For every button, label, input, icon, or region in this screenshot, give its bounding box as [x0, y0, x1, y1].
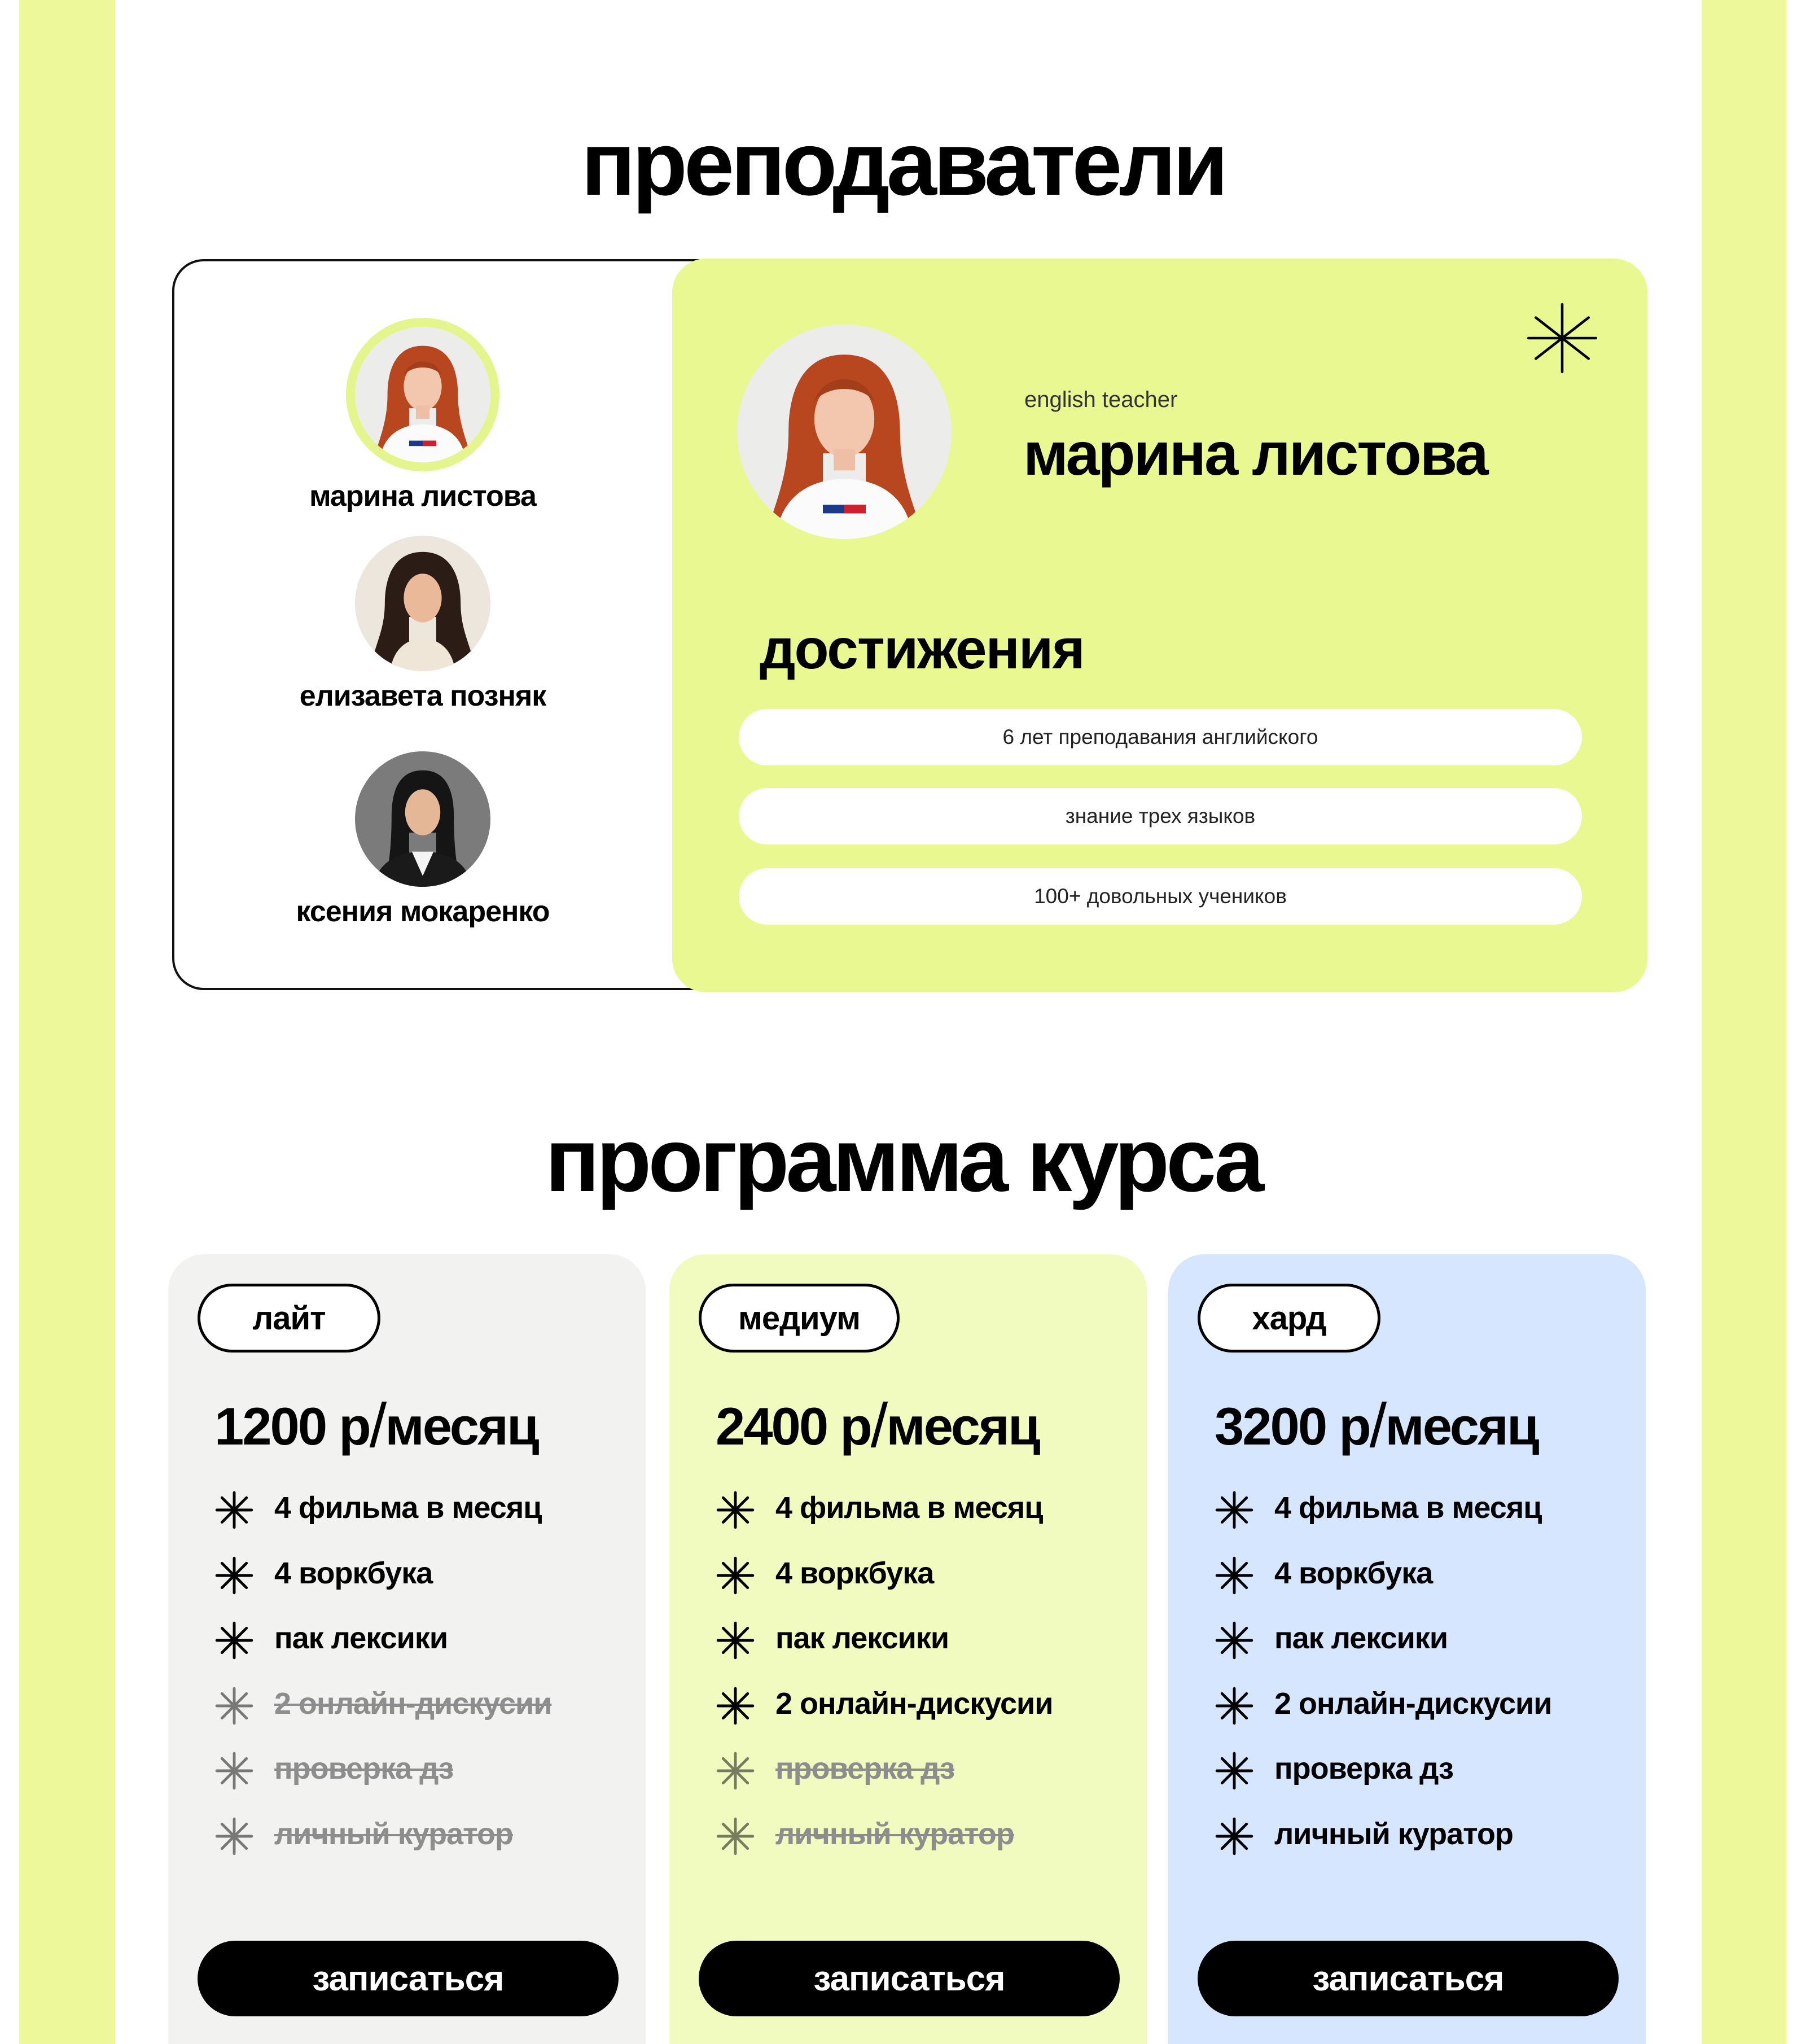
feature-item [1215, 1492, 1632, 1558]
plan-card-lite [168, 1254, 646, 2044]
asterisk-icon [214, 1621, 254, 1660]
asterisk-icon [1215, 1686, 1254, 1726]
price-separator: / [369, 1391, 385, 1460]
teacher-avatar [355, 751, 490, 887]
teacher-detail-card [672, 259, 1647, 992]
feature-text: 4 воркбука [1274, 1556, 1433, 1590]
teacher-name: елизавета позняк [299, 680, 546, 712]
plan-card-hard [1168, 1254, 1646, 2044]
asterisk-icon [1215, 1621, 1254, 1660]
feature-text: 2 онлайн-дискусии [775, 1686, 1053, 1721]
asterisk-icon [1526, 301, 1599, 375]
feature-item-excluded [716, 1819, 1133, 1884]
feature-item [1215, 1558, 1632, 1623]
feature-item [716, 1558, 1133, 1623]
teacher-detail-name: марина листова [1023, 419, 1487, 488]
feature-text: 4 воркбука [274, 1556, 433, 1590]
asterisk-icon [716, 1556, 755, 1595]
feature-item [1215, 1819, 1632, 1884]
price-amount: 3200 р [1215, 1397, 1370, 1456]
feature-text: пак лексики [1274, 1621, 1448, 1655]
teacher-name: ксения мокаренко [296, 895, 550, 928]
asterisk-icon [1215, 1556, 1254, 1595]
teacher-role: english teacher [1024, 387, 1178, 412]
asterisk-icon [716, 1751, 755, 1791]
feature-item-excluded [214, 1819, 632, 1884]
feature-text: 4 фильма в месяц [1274, 1491, 1542, 1525]
feature-item [1215, 1753, 1632, 1819]
enroll-button[interactable]: записаться [699, 1941, 1120, 2016]
asterisk-icon [716, 1817, 755, 1856]
asterisk-icon [214, 1686, 254, 1726]
plan-price [214, 1391, 538, 1460]
plan-badge: хард [1198, 1284, 1380, 1353]
feature-text: 4 воркбука [775, 1556, 934, 1590]
feature-item [214, 1558, 632, 1623]
feature-item [214, 1623, 632, 1688]
achievement-pill: знание трех языков [739, 788, 1582, 844]
asterisk-icon [214, 1556, 254, 1595]
feature-item [716, 1492, 1133, 1558]
feature-item [214, 1492, 632, 1558]
feature-list [1215, 1492, 1632, 1884]
plan-badge: лайт [198, 1284, 380, 1353]
asterisk-icon [214, 1817, 254, 1856]
feature-item [716, 1623, 1133, 1688]
teacher-list-item[interactable] [174, 751, 671, 929]
feature-item-excluded [214, 1688, 632, 1754]
teacher-list-card [172, 259, 737, 990]
teacher-list-item[interactable] [174, 536, 671, 713]
asterisk-icon [716, 1686, 755, 1726]
feature-text: проверка дз [775, 1752, 954, 1785]
feature-list [716, 1492, 1133, 1884]
price-separator: / [1369, 1391, 1386, 1460]
feature-text: личный куратор [1274, 1817, 1513, 1851]
asterisk-icon [214, 1490, 254, 1530]
feature-item-excluded [214, 1753, 632, 1819]
feature-item-excluded [716, 1753, 1133, 1819]
enroll-button[interactable]: записаться [1198, 1941, 1619, 2016]
price-separator: / [870, 1391, 887, 1460]
teachers-section-title: преподаватели [581, 113, 1225, 214]
feature-text: 4 фильма в месяц [775, 1491, 1043, 1525]
price-period: месяц [385, 1397, 538, 1456]
feature-text: личный куратор [775, 1817, 1014, 1851]
achievement-pill: 6 лет преподавания английского [739, 709, 1582, 765]
plan-badge: медиум [699, 1284, 900, 1353]
achievements-title: достижения [760, 618, 1084, 681]
asterisk-icon [716, 1490, 755, 1530]
asterisk-icon [1215, 1751, 1254, 1791]
asterisk-icon [1215, 1817, 1254, 1856]
left-accent-stripe [19, 0, 115, 2044]
plan-price [716, 1391, 1039, 1460]
feature-text: 2 онлайн-дискусии [1274, 1686, 1552, 1721]
asterisk-icon [1215, 1490, 1254, 1530]
right-accent-stripe [1702, 0, 1786, 2044]
teacher-list-item[interactable] [174, 318, 671, 513]
feature-list [214, 1492, 632, 1884]
feature-text: пак лексики [274, 1621, 448, 1655]
plan-price [1215, 1391, 1538, 1460]
enroll-button[interactable]: записаться [198, 1941, 619, 2016]
feature-text: пак лексики [775, 1621, 949, 1655]
asterisk-icon [716, 1621, 755, 1660]
teacher-avatar [355, 536, 490, 671]
feature-text: 4 фильма в месяц [274, 1491, 542, 1525]
feature-item [1215, 1688, 1632, 1754]
achievement-pill: 100+ довольных учеников [739, 868, 1582, 925]
price-amount: 2400 р [716, 1397, 871, 1456]
price-amount: 1200 р [214, 1397, 370, 1456]
feature-text: проверка дз [274, 1752, 453, 1785]
price-period: месяц [886, 1397, 1039, 1456]
asterisk-icon [214, 1751, 254, 1791]
feature-text: личный куратор [274, 1817, 513, 1851]
plan-card-medium [669, 1254, 1147, 2044]
teacher-avatar [346, 318, 499, 471]
feature-text: проверка дз [1274, 1752, 1453, 1785]
feature-item [1215, 1623, 1632, 1688]
feature-item [716, 1688, 1133, 1754]
teacher-name: марина листова [309, 480, 536, 513]
course-section-title: программа курса [545, 1109, 1261, 1210]
feature-text: 2 онлайн-дискусии [274, 1686, 552, 1721]
price-period: месяц [1385, 1397, 1538, 1456]
teacher-photo [737, 325, 952, 539]
